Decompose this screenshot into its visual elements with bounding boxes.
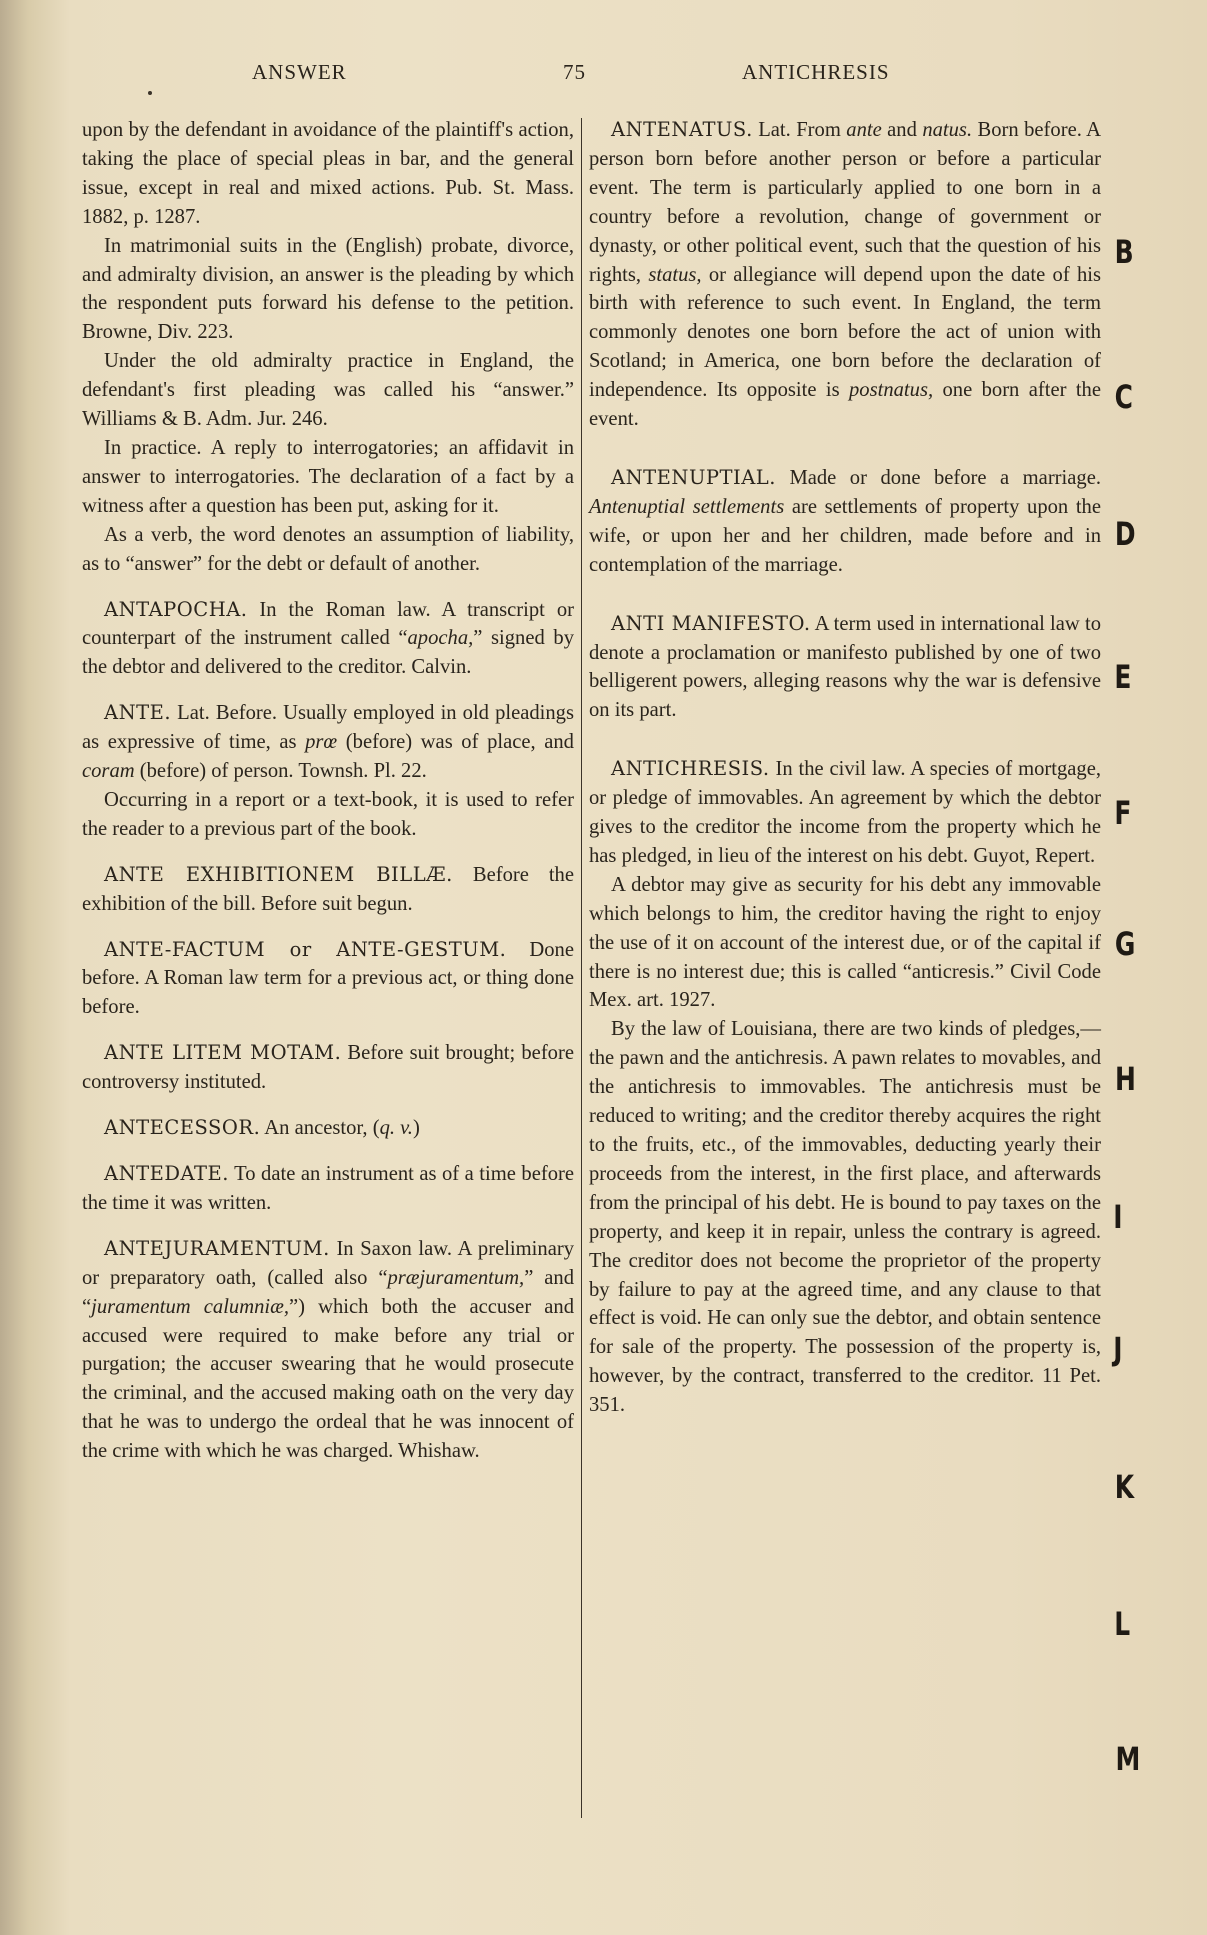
entry-text [82, 861, 574, 919]
headword: ANTEDATE. [104, 1162, 229, 1185]
definition-text: and [881, 119, 923, 141]
definition-text: one born after the event. [589, 379, 1101, 431]
italic-term: apocha, [407, 627, 474, 650]
entry-antenatus [589, 116, 1101, 434]
headword: ANTENATUS. [611, 118, 753, 141]
thumb-index-letter-h[interactable]: H [1114, 1060, 1136, 1098]
entry-antapocha [82, 596, 574, 683]
entry-text [82, 1235, 574, 1466]
entry-text [82, 1160, 574, 1218]
entry-text [589, 116, 1101, 434]
thumb-index-letter-j[interactable]: J [1113, 1330, 1123, 1368]
italic-term: natus. [922, 119, 973, 141]
headword: ANTE LITEM MOTAM. [104, 1041, 342, 1065]
entry-antedate [82, 1160, 574, 1218]
left-column [82, 116, 574, 1466]
headword: ANTAPOCHA. [104, 597, 248, 621]
thumb-index-letter-m[interactable]: M [1115, 1740, 1141, 1778]
italic-term: coram [82, 760, 135, 783]
answer-paragraph: In matrimonial suits in the (English) probate, divorce, and admiralty division, an answer is the pleading by which the respondent puts forward his defense to the petition. Browne, Div. 223. [82, 234, 574, 344]
entry-anti-manifesto [589, 610, 1101, 726]
definition-text: ”) which both the accuser and accused were required to make before any trial or purgation; the accuser swearing that he would prosecute the criminal, and the accused making oath on the very day that he was to undergo the ordeal that he was innocent of the crime with which he was charged. Whishaw. [82, 1295, 574, 1463]
headword: ANTICHRESIS. [611, 757, 770, 781]
answer-paragraph: In practice. A reply to interrogatories; an affidavit in answer to interrogatories. The declaration of a fact by a witness after a question has been put, asking for it. [82, 436, 574, 517]
definition-text: (before) was of place, and [337, 731, 574, 754]
italic-term: status, [648, 263, 702, 286]
italic-term: prœ [305, 731, 338, 754]
entry-ante [82, 699, 574, 844]
thumb-index-letter-k[interactable]: K [1114, 1468, 1135, 1506]
italic-term: Antenuptial settlements [589, 495, 785, 518]
thumb-index-letter-d[interactable]: D [1114, 515, 1136, 553]
definition-text: Before the exhibition of the bill. Before suit begun. [82, 863, 574, 915]
entry-text [82, 1114, 574, 1143]
thumb-index-letter-e[interactable]: E [1114, 658, 1132, 696]
answer-paragraph: Under the old admiralty practice in England, the defendant's first pleading was called his “answer.” Williams & B. Adm. Jur. 246. [82, 350, 574, 431]
definition-text: A term used in international law to denote a proclamation or manifesto published by one of two belligerent powers, alleging reasons why the war is defensive on its part. [589, 612, 1101, 722]
entry-text [589, 464, 1101, 580]
italic-term: juramentum calumniæ, [91, 1295, 289, 1318]
page-number: 75 [563, 60, 586, 84]
headword: ANTENUPTIAL. [611, 465, 776, 489]
definition-text: Made or done before a marriage. [775, 466, 1101, 489]
entry-text [82, 1039, 574, 1097]
thumb-index-letter-f[interactable]: F [1114, 794, 1132, 832]
definition-text: ” and “ [82, 1266, 574, 1318]
entry-text [82, 936, 574, 1023]
headword: ANTECESSOR. [104, 1116, 261, 1140]
answer-paragraph: As a verb, the word denotes an assumption of liability, as to “answer” for the debt or default of another. [82, 523, 574, 575]
thumb-index-letter-l[interactable]: L [1114, 1605, 1131, 1643]
entry-text [589, 755, 1101, 871]
headword: ANTE-FACTUM or ANTE-GESTUM. [104, 937, 507, 961]
entry-ante-exhibitionem [82, 861, 574, 919]
definition-text: An ancestor, ( [260, 1117, 380, 1140]
italic-term: ante [846, 119, 882, 141]
thumb-index-letter-c[interactable]: C [1114, 378, 1133, 416]
running-head-left: ANSWER [252, 60, 347, 84]
thumb-index-letter-i[interactable]: I [1113, 1198, 1123, 1236]
headword: ANTE. [104, 701, 172, 725]
definition-text: or allegiance will depend upon the date of his birth with reference to such event. In England, the term commonly denotes one born before the act of union with Scotland; in America, one born before the declaration of independence. Its opposite is [589, 263, 1101, 402]
entry-antejuramentum [82, 1235, 574, 1466]
definition-text: Lat. From [752, 119, 847, 141]
italic-term: q. v. [379, 1117, 413, 1140]
entry-antichresis [589, 755, 1101, 1420]
thumb-index-letter-g[interactable]: G [1114, 925, 1136, 963]
entry-ante-litem-motam [82, 1039, 574, 1097]
headword: ANTE EXHIBITIONEM BILLÆ. [104, 862, 453, 886]
ink-mark [148, 91, 152, 95]
entry-antecessor [82, 1114, 574, 1143]
definition-text: (before) of person. Townsh. Pl. 22. [134, 760, 427, 783]
definition-text: Born before. A person born before another person or before a particular event. The term is particularly applied to one born in a country before a revolution, change of government or dynasty, or other political event, such that the question of his rights, [589, 119, 1102, 286]
definition-text: Before suit brought; before controversy instituted. [82, 1042, 574, 1094]
italic-term: præjuramentum, [387, 1266, 525, 1289]
italic-term: postnatus, [849, 379, 934, 402]
definition-text: To date an instrument as of a time before the time it was written. [82, 1163, 574, 1214]
answer-paragraph: upon by the defendant in avoidance of the plaintiff's action, taking the place of special pleas in bar, and the general issue, except in real and mixed actions. Pub. St. Mass. 1882, p. 1287. [82, 119, 574, 228]
entry-text [82, 699, 574, 786]
entry-answer-continued [82, 116, 574, 579]
antichresis-paragraph: By the law of Louisiana, there are two kinds of pledges,—the pawn and the antichresis. A pawn relates to movables, and the antichresis to immovables. The antichresis must be reduced to writing; and the creditor thereby acquires the right to the fruits, etc., of the immovables, deducting yearly their proceeds from the interest, in the first place, and afterwards from the principal of his debt. He is bound to pay taxes on the property, and keep it in repair, unless the contrary is agreed. The creditor does not become the proprietor of the property by failure to pay at the agreed time, and any clause to that effect is void. He can only sue the debtor, and obtain sentence for sale of the property. The possession of the property is, however, by the contract, transferred to the creditor. 11 Pet. 351. [589, 1018, 1101, 1417]
running-head-right: ANTICHRESIS [742, 60, 890, 84]
column-divider [581, 118, 582, 1818]
headword: ANTI MANIFESTO. [611, 611, 811, 635]
entry-ante-factum [82, 936, 574, 1023]
definition-text: In the civil law. A species of mortgage, or pledge of immovables. An agreement by which the debtor gives to the creditor the income from the property which he has pledged, in lieu of the interest on his debt. Guyot, Repert. [589, 758, 1101, 867]
definition-text: In Saxon law. A preliminary or preparatory oath, (called also “ [82, 1237, 574, 1289]
entry-text [589, 610, 1101, 726]
headword: ANTEJURAMENTUM. [104, 1236, 330, 1260]
definition-text: are settlements of property upon the wife, or upon her and her children, made before and in contemplation of the marriage. [589, 495, 1101, 576]
thumb-index-letter-b[interactable]: B [1114, 233, 1134, 271]
right-column [589, 116, 1101, 1420]
entry-antenuptial [589, 464, 1101, 580]
entry-text [82, 596, 574, 683]
definition-text: Lat. Before. Usually employed in old pleadings as expressive of time, as [82, 702, 574, 754]
definition-text: ” signed by the debtor and delivered to the creditor. Calvin. [82, 627, 574, 679]
definition-text: In the Roman law. A transcript or counterpart of the instrument called “ [82, 598, 574, 650]
antichresis-paragraph: A debtor may give as security for his debt any immovable which belongs to him, the creditor having the right to enjoy the use of it on account of the interest due, or of the capital if there is no interest due; this is called “anticresis.” Civil Code Mex. art. 1927. [589, 873, 1101, 1012]
definition-text: Done before. A Roman law term for a previous act, or thing done before. [82, 938, 574, 1019]
thumb-index [1112, 0, 1152, 1935]
definition-text: ) [412, 1117, 420, 1140]
ante-paragraph: Occurring in a report or a text-book, it is used to refer the reader to a previous part of the book. [82, 788, 574, 840]
